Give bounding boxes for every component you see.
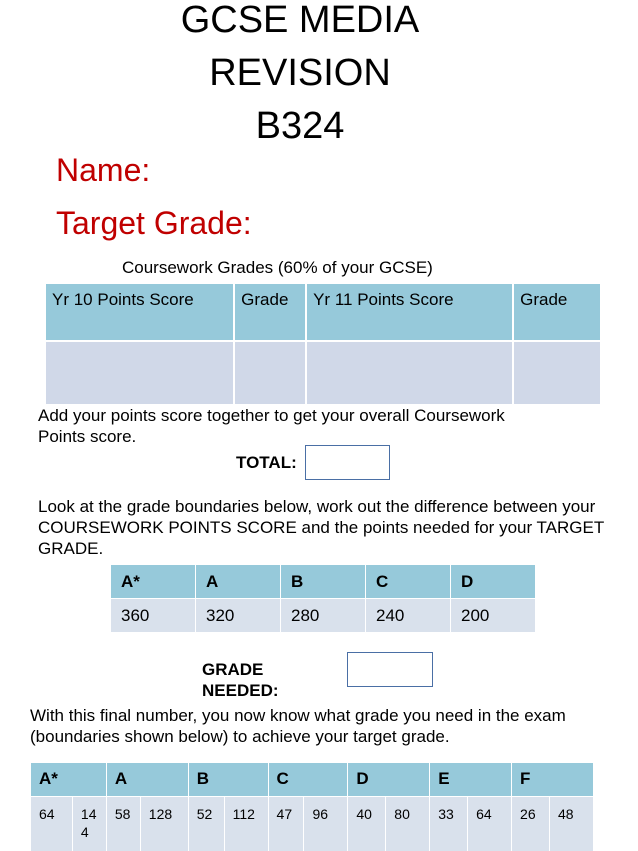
exam-grade: F <box>512 763 594 797</box>
boundary-grade: A <box>196 565 281 599</box>
boundaries-instruction: Look at the grade boundaries below, work out the difference between your COURSEWORK POINTS SCORE and the points needed for your TARGET GRADE. <box>38 497 604 558</box>
coursework-boundaries-table <box>110 564 536 633</box>
exam-value: 64 <box>31 797 73 851</box>
exam-value: 96 <box>304 797 348 851</box>
boundary-grade: D <box>451 565 536 599</box>
name-label: Name: <box>56 152 151 188</box>
boundary-points: 360 <box>111 599 196 633</box>
boundary-points: 200 <box>451 599 536 633</box>
yr10-grade-cell[interactable] <box>234 341 306 405</box>
header-yr10-points: Yr 10 Points Score <box>45 283 234 341</box>
page-title <box>140 0 460 153</box>
grade-needed-box[interactable] <box>347 652 433 687</box>
exam-grade: D <box>348 763 430 797</box>
exam-value: 144 <box>72 797 106 851</box>
exam-value: 52 <box>188 797 224 851</box>
header-yr10-grade: Grade <box>234 283 306 341</box>
coursework-table <box>44 282 602 406</box>
grade-needed-label: GRADE NEEDED: <box>202 660 279 700</box>
exam-grade: B <box>188 763 268 797</box>
exam-value: 128 <box>140 797 188 851</box>
exam-value: 40 <box>348 797 386 851</box>
total-box[interactable] <box>305 445 390 480</box>
boundary-grade: C <box>366 565 451 599</box>
total-label: TOTAL: <box>236 453 297 472</box>
exam-value: 64 <box>468 797 512 851</box>
exam-grade: C <box>268 763 348 797</box>
exam-value: 33 <box>430 797 468 851</box>
exam-value: 80 <box>386 797 430 851</box>
title-line-2: REVISION <box>209 52 391 94</box>
exam-value: 58 <box>106 797 140 851</box>
boundary-grade: A* <box>111 565 196 599</box>
final-instruction: With this final number, you now know what grade you need in the exam (boundaries shown below) to achieve your target grade. <box>30 706 566 746</box>
coursework-heading: Coursework Grades (60% of your GCSE) <box>122 258 433 277</box>
yr11-points-cell[interactable] <box>306 341 513 405</box>
exam-value: 48 <box>549 797 593 851</box>
exam-grade: A* <box>31 763 107 797</box>
boundary-grade: B <box>281 565 366 599</box>
boundary-points: 280 <box>281 599 366 633</box>
header-yr11-points: Yr 11 Points Score <box>306 283 513 341</box>
exam-grade: A <box>106 763 188 797</box>
boundary-points: 240 <box>366 599 451 633</box>
title-line-3: B324 <box>255 105 345 147</box>
yr11-grade-cell[interactable] <box>513 341 601 405</box>
exam-grade: E <box>430 763 512 797</box>
yr10-points-cell[interactable] <box>45 341 234 405</box>
exam-boundaries-table <box>30 762 594 851</box>
add-instruction: Add your points score together to get your overall Coursework Points score. <box>38 406 505 446</box>
exam-value: 47 <box>268 797 304 851</box>
boundary-points: 320 <box>196 599 281 633</box>
target-grade-label: Target Grade: <box>56 205 252 241</box>
exam-value: 112 <box>224 797 268 851</box>
title-line-1: GCSE MEDIA <box>180 0 420 41</box>
exam-value: 26 <box>512 797 550 851</box>
header-yr11-grade: Grade <box>513 283 601 341</box>
